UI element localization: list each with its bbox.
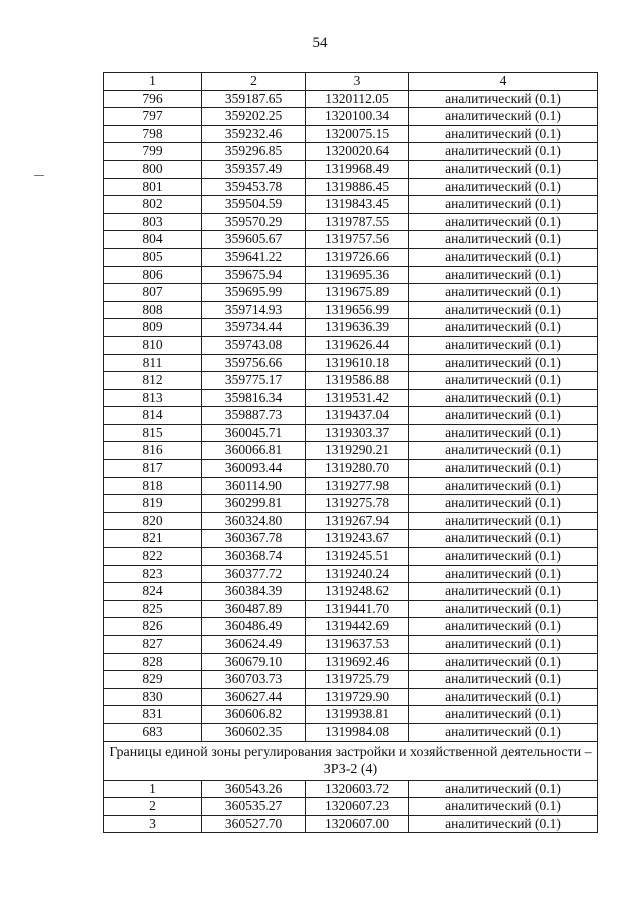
y-coordinate-cell: 1319626.44	[306, 336, 409, 354]
header-cell-point: 1	[104, 73, 202, 91]
method-cell: аналитический (0.1)	[409, 407, 598, 425]
table-row	[104, 213, 598, 231]
table-row	[104, 108, 598, 126]
method-cell: аналитический (0.1)	[409, 125, 598, 143]
table-row	[104, 636, 598, 654]
table-row	[104, 372, 598, 390]
table-row	[104, 266, 598, 284]
x-coordinate-cell: 360368.74	[202, 548, 306, 566]
coordinates-table	[103, 72, 598, 833]
x-coordinate-cell: 360384.39	[202, 583, 306, 601]
x-coordinate-cell: 359743.08	[202, 336, 306, 354]
x-coordinate-cell: 360045.71	[202, 424, 306, 442]
method-cell: аналитический (0.1)	[409, 372, 598, 390]
y-coordinate-cell: 1320607.00	[306, 815, 409, 833]
point-number-cell: 820	[104, 512, 202, 530]
y-coordinate-cell: 1320603.72	[306, 780, 409, 798]
y-coordinate-cell: 1320075.15	[306, 125, 409, 143]
table-row	[104, 178, 598, 196]
y-coordinate-cell: 1320020.64	[306, 143, 409, 161]
y-coordinate-cell: 1319303.37	[306, 424, 409, 442]
method-cell: аналитический (0.1)	[409, 196, 598, 214]
y-coordinate-cell: 1320100.34	[306, 108, 409, 126]
point-number-cell: 803	[104, 213, 202, 231]
point-number-cell: 827	[104, 636, 202, 654]
y-coordinate-cell: 1319275.78	[306, 495, 409, 513]
method-cell: аналитический (0.1)	[409, 354, 598, 372]
point-number-cell: 817	[104, 460, 202, 478]
point-number-cell: 798	[104, 125, 202, 143]
table-row	[104, 671, 598, 689]
table-row	[104, 424, 598, 442]
method-cell: аналитический (0.1)	[409, 442, 598, 460]
method-cell: аналитический (0.1)	[409, 424, 598, 442]
x-coordinate-cell: 360324.80	[202, 512, 306, 530]
table-row	[104, 231, 598, 249]
y-coordinate-cell: 1319725.79	[306, 671, 409, 689]
table-row	[104, 653, 598, 671]
y-coordinate-cell: 1319726.66	[306, 248, 409, 266]
method-cell: аналитический (0.1)	[409, 548, 598, 566]
point-number-cell: 2	[104, 798, 202, 816]
method-cell: аналитический (0.1)	[409, 815, 598, 833]
method-cell: аналитический (0.1)	[409, 653, 598, 671]
y-coordinate-cell: 1319637.53	[306, 636, 409, 654]
x-coordinate-cell: 359570.29	[202, 213, 306, 231]
x-coordinate-cell: 359296.85	[202, 143, 306, 161]
y-coordinate-cell: 1319243.67	[306, 530, 409, 548]
point-number-cell: 805	[104, 248, 202, 266]
method-cell: аналитический (0.1)	[409, 319, 598, 337]
method-cell: аналитический (0.1)	[409, 248, 598, 266]
table-row	[104, 780, 598, 798]
table-row	[104, 196, 598, 214]
y-coordinate-cell: 1319437.04	[306, 407, 409, 425]
y-coordinate-cell: 1319886.45	[306, 178, 409, 196]
point-number-cell: 810	[104, 336, 202, 354]
point-number-cell: 796	[104, 90, 202, 108]
y-coordinate-cell: 1319531.42	[306, 389, 409, 407]
method-cell: аналитический (0.1)	[409, 530, 598, 548]
method-cell: аналитический (0.1)	[409, 108, 598, 126]
table-row	[104, 477, 598, 495]
table-row	[104, 301, 598, 319]
table-row	[104, 143, 598, 161]
x-coordinate-cell: 359232.46	[202, 125, 306, 143]
x-coordinate-cell: 360487.89	[202, 600, 306, 618]
x-coordinate-cell: 359453.78	[202, 178, 306, 196]
y-coordinate-cell: 1319938.81	[306, 706, 409, 724]
table-row	[104, 600, 598, 618]
x-coordinate-cell: 359734.44	[202, 319, 306, 337]
method-cell: аналитический (0.1)	[409, 618, 598, 636]
method-cell: аналитический (0.1)	[409, 160, 598, 178]
table-row	[104, 336, 598, 354]
method-cell: аналитический (0.1)	[409, 706, 598, 724]
y-coordinate-cell: 1319290.21	[306, 442, 409, 460]
point-number-cell: 815	[104, 424, 202, 442]
point-number-cell: 819	[104, 495, 202, 513]
x-coordinate-cell: 360367.78	[202, 530, 306, 548]
point-number-cell: 801	[104, 178, 202, 196]
page-number: 54	[312, 35, 328, 51]
table-row	[104, 688, 598, 706]
x-coordinate-cell: 359357.49	[202, 160, 306, 178]
method-cell: аналитический (0.1)	[409, 477, 598, 495]
header-row	[104, 73, 598, 91]
x-coordinate-cell: 360679.10	[202, 653, 306, 671]
point-number-cell: 797	[104, 108, 202, 126]
table-row	[104, 284, 598, 302]
point-number-cell: 830	[104, 688, 202, 706]
point-number-cell: 813	[104, 389, 202, 407]
point-number-cell: 804	[104, 231, 202, 249]
method-cell: аналитический (0.1)	[409, 460, 598, 478]
point-number-cell: 806	[104, 266, 202, 284]
y-coordinate-cell: 1319984.08	[306, 723, 409, 741]
y-coordinate-cell: 1320112.05	[306, 90, 409, 108]
x-coordinate-cell: 360606.82	[202, 706, 306, 724]
y-coordinate-cell: 1319248.62	[306, 583, 409, 601]
x-coordinate-cell: 360377.72	[202, 565, 306, 583]
x-coordinate-cell: 359187.65	[202, 90, 306, 108]
method-cell: аналитический (0.1)	[409, 600, 598, 618]
table-row	[104, 389, 598, 407]
y-coordinate-cell: 1319277.98	[306, 477, 409, 495]
method-cell: аналитический (0.1)	[409, 636, 598, 654]
method-cell: аналитический (0.1)	[409, 213, 598, 231]
method-cell: аналитический (0.1)	[409, 723, 598, 741]
y-coordinate-cell: 1319787.55	[306, 213, 409, 231]
table-row	[104, 512, 598, 530]
method-cell: аналитический (0.1)	[409, 301, 598, 319]
table-row	[104, 798, 598, 816]
x-coordinate-cell: 359605.67	[202, 231, 306, 249]
x-coordinate-cell: 359504.59	[202, 196, 306, 214]
y-coordinate-cell: 1320607.23	[306, 798, 409, 816]
table-row	[104, 407, 598, 425]
point-number-cell: 807	[104, 284, 202, 302]
table-row	[104, 618, 598, 636]
x-coordinate-cell: 359714.93	[202, 301, 306, 319]
table-row	[104, 442, 598, 460]
header-cell-method: 4	[409, 73, 598, 91]
point-number-cell: 823	[104, 565, 202, 583]
method-cell: аналитический (0.1)	[409, 495, 598, 513]
point-number-cell: 822	[104, 548, 202, 566]
x-coordinate-cell: 359641.22	[202, 248, 306, 266]
table-row	[104, 354, 598, 372]
method-cell: аналитический (0.1)	[409, 688, 598, 706]
point-number-cell: 818	[104, 477, 202, 495]
method-cell: аналитический (0.1)	[409, 780, 598, 798]
table-row	[104, 706, 598, 724]
scan-mark	[34, 175, 44, 176]
point-number-cell: 802	[104, 196, 202, 214]
x-coordinate-cell: 360602.35	[202, 723, 306, 741]
x-coordinate-cell: 359775.17	[202, 372, 306, 390]
x-coordinate-cell: 359675.94	[202, 266, 306, 284]
y-coordinate-cell: 1319586.88	[306, 372, 409, 390]
coordinates-table-body	[104, 73, 598, 833]
point-number-cell: 809	[104, 319, 202, 337]
y-coordinate-cell: 1319245.51	[306, 548, 409, 566]
method-cell: аналитический (0.1)	[409, 389, 598, 407]
x-coordinate-cell: 359695.99	[202, 284, 306, 302]
y-coordinate-cell: 1319692.46	[306, 653, 409, 671]
method-cell: аналитический (0.1)	[409, 565, 598, 583]
x-coordinate-cell: 360093.44	[202, 460, 306, 478]
section-title: Границы единой зоны регулирования застройки и хозяйственной деятельности – ЗРЗ-2 (4)	[104, 741, 598, 780]
x-coordinate-cell: 359202.25	[202, 108, 306, 126]
x-coordinate-cell: 360114.90	[202, 477, 306, 495]
point-number-cell: 824	[104, 583, 202, 601]
table-row	[104, 160, 598, 178]
method-cell: аналитический (0.1)	[409, 336, 598, 354]
table-row	[104, 90, 598, 108]
y-coordinate-cell: 1319656.99	[306, 301, 409, 319]
point-number-cell: 814	[104, 407, 202, 425]
x-coordinate-cell: 359887.73	[202, 407, 306, 425]
y-coordinate-cell: 1319968.49	[306, 160, 409, 178]
y-coordinate-cell: 1319267.94	[306, 512, 409, 530]
point-number-cell: 812	[104, 372, 202, 390]
point-number-cell: 808	[104, 301, 202, 319]
table-row	[104, 815, 598, 833]
y-coordinate-cell: 1319675.89	[306, 284, 409, 302]
section-header-row	[104, 741, 598, 780]
header-cell-x: 2	[202, 73, 306, 91]
table-row	[104, 248, 598, 266]
x-coordinate-cell: 360535.27	[202, 798, 306, 816]
table-row	[104, 319, 598, 337]
table-row	[104, 460, 598, 478]
point-number-cell: 821	[104, 530, 202, 548]
method-cell: аналитический (0.1)	[409, 671, 598, 689]
method-cell: аналитический (0.1)	[409, 90, 598, 108]
y-coordinate-cell: 1319729.90	[306, 688, 409, 706]
x-coordinate-cell: 360527.70	[202, 815, 306, 833]
y-coordinate-cell: 1319843.45	[306, 196, 409, 214]
y-coordinate-cell: 1319610.18	[306, 354, 409, 372]
table-row	[104, 125, 598, 143]
x-coordinate-cell: 360543.26	[202, 780, 306, 798]
method-cell: аналитический (0.1)	[409, 266, 598, 284]
x-coordinate-cell: 360299.81	[202, 495, 306, 513]
point-number-cell: 831	[104, 706, 202, 724]
table-row	[104, 495, 598, 513]
point-number-cell: 683	[104, 723, 202, 741]
method-cell: аналитический (0.1)	[409, 284, 598, 302]
x-coordinate-cell: 360627.44	[202, 688, 306, 706]
y-coordinate-cell: 1319240.24	[306, 565, 409, 583]
x-coordinate-cell: 359756.66	[202, 354, 306, 372]
method-cell: аналитический (0.1)	[409, 143, 598, 161]
table-row	[104, 583, 598, 601]
x-coordinate-cell: 360486.49	[202, 618, 306, 636]
point-number-cell: 829	[104, 671, 202, 689]
point-number-cell: 826	[104, 618, 202, 636]
method-cell: аналитический (0.1)	[409, 583, 598, 601]
point-number-cell: 811	[104, 354, 202, 372]
point-number-cell: 799	[104, 143, 202, 161]
point-number-cell: 816	[104, 442, 202, 460]
method-cell: аналитический (0.1)	[409, 512, 598, 530]
point-number-cell: 3	[104, 815, 202, 833]
y-coordinate-cell: 1319441.70	[306, 600, 409, 618]
x-coordinate-cell: 360703.73	[202, 671, 306, 689]
point-number-cell: 1	[104, 780, 202, 798]
header-cell-y: 3	[306, 73, 409, 91]
x-coordinate-cell: 360624.49	[202, 636, 306, 654]
x-coordinate-cell: 359816.34	[202, 389, 306, 407]
point-number-cell: 828	[104, 653, 202, 671]
point-number-cell: 825	[104, 600, 202, 618]
y-coordinate-cell: 1319695.36	[306, 266, 409, 284]
table-row	[104, 548, 598, 566]
y-coordinate-cell: 1319757.56	[306, 231, 409, 249]
y-coordinate-cell: 1319280.70	[306, 460, 409, 478]
x-coordinate-cell: 360066.81	[202, 442, 306, 460]
point-number-cell: 800	[104, 160, 202, 178]
y-coordinate-cell: 1319636.39	[306, 319, 409, 337]
method-cell: аналитический (0.1)	[409, 231, 598, 249]
table-row	[104, 565, 598, 583]
method-cell: аналитический (0.1)	[409, 178, 598, 196]
table-row	[104, 723, 598, 741]
y-coordinate-cell: 1319442.69	[306, 618, 409, 636]
method-cell: аналитический (0.1)	[409, 798, 598, 816]
table-row	[104, 530, 598, 548]
